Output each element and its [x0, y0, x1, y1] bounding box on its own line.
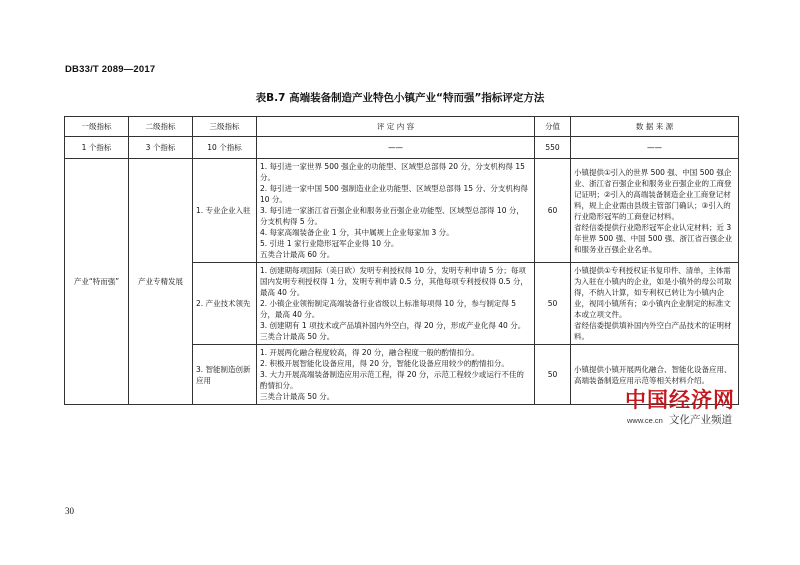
table-header-row	[65, 117, 739, 137]
content-line: 3. 每引进一家浙江省百强企业和服务业百强企业功能型、区域型总部得 10 分，分支机构得 5 分。	[260, 206, 524, 226]
score-cell: 50	[535, 263, 571, 345]
score-cell: 50	[535, 345, 571, 405]
page-number: 30	[65, 506, 74, 516]
source-cell	[571, 159, 739, 263]
level2-cell: 产业专精发展	[129, 159, 193, 405]
content-line: 1. 开展两化融合程度较高，得 20 分，融合程度一般的酌情扣分。	[260, 348, 479, 357]
column-header: 数 据 来 源	[571, 117, 739, 137]
content-line: 4. 每家高端装备企业 1 分，其中属规上企业每家加 3 分。	[260, 228, 454, 237]
content-line: 2. 每引进一家中国 500 强制造业企业功能型、区域型总部得 15 分、分支机构得 10 分。	[260, 184, 528, 204]
evaluation-table	[64, 116, 739, 405]
watermark-main: 中国经济网	[625, 387, 735, 412]
content-line: 1. 创建期每项国际（美日欧）发明专利授权得 10 分，发明专利申请 5 分；每项国内发明专利授权得 1 分，发明专利申请 0.5 分，其他每项专利授权得 0.5 分，最高 40 分。	[260, 266, 528, 297]
column-header: 评 定 内 容	[257, 117, 535, 137]
source-line: 省经信委提供行业隐形冠军企业认定材料；近 3 年世界 500 强、中国 500 强、浙江省百强企业和服务业百强企业名单。	[574, 222, 733, 254]
table-title: 表B.7 高端装备制造产业特色小镇产业“特而强”指标评定方法	[255, 92, 545, 104]
source-cell	[571, 263, 739, 345]
level3-cell: 2. 产业技术领先	[193, 263, 257, 345]
level3-cell: 1. 专业企业入驻	[193, 159, 257, 263]
content-line: 2. 小镇企业领衔制定高端装备行业省级以上标准每项得 10 分，参与制定得 5 分，最高 40 分。	[260, 299, 517, 319]
level1-cell: 产业“特而强”	[65, 159, 129, 405]
level3-cell: 3. 智能制造创新应用	[193, 345, 257, 405]
score-cell: 60	[535, 159, 571, 263]
content-line: 2. 积极开展智能化设备应用，得 20 分，智能化设备应用较少的酌情扣分。	[260, 359, 509, 368]
summary-row	[65, 137, 739, 159]
source-line: 小镇提供小镇开展两化融合、智能化设备应用、高端装备制造应用示范等相关材料介绍。	[574, 364, 732, 385]
column-header: 三级指标	[193, 117, 257, 137]
content-cell	[257, 159, 535, 263]
source-line: 省经信委提供填补国内外空白产品技术的证明材料。	[574, 321, 732, 341]
summary-content: ——	[257, 137, 535, 159]
summary-level3: 10 个指标	[193, 137, 257, 159]
content-cell	[257, 263, 535, 345]
standard-number: DB33/T 2089—2017	[65, 64, 156, 75]
source-line: 小镇提供①引入的世界 500 强、中国 500 强企业、浙江省百强企业和服务业百强企业的工商登记证明；②引入的高端装备制造企业工商登记材料，规上企业需由县级主管部门确认；③引入的行业隐形冠军的工商登记材料。	[574, 167, 732, 221]
content-line: 5. 引进 1 家行业隐形冠军企业得 10 分。	[260, 239, 399, 248]
content-line: 三类合计最高 50 分。	[260, 392, 335, 401]
watermark-url: www.ce.cn	[627, 416, 663, 425]
table-row	[65, 159, 739, 263]
column-header: 分值	[535, 117, 571, 137]
content-line: 3. 创建期有 1 项技术或产品填补国内外空白，得 20 分，形成产业化得 40 分。	[260, 321, 526, 330]
content-cell	[257, 345, 535, 405]
content-line: 3. 大力开展高端装备制造应用示范工程，得 20 分，示范工程较少或运行不佳的酌情扣分。	[260, 370, 524, 390]
source-line: 小镇提供①专利授权证书复印件、清单，主体需为入驻在小镇内的企业，如是小镇外的母公司取得，不纳入计算，如专利权已转让为小镇内企业，视同小镇所有；②小镇内企业制定的标准文本或立项文件。	[574, 266, 732, 319]
summary-level2: 3 个指标	[129, 137, 193, 159]
content-line: 1. 每引进一家世界 500 强企业的功能型、区域型总部得 20 分，分支机构得 15 分。	[260, 162, 525, 182]
watermark-sub: 文化产业频道	[669, 414, 732, 426]
content-line: 三类合计最高 50 分。	[260, 332, 335, 341]
column-header: 一级指标	[65, 117, 129, 137]
summary-score: 550	[535, 137, 571, 159]
summary-source: ——	[571, 137, 739, 159]
content-line: 五类合计最高 60 分。	[260, 250, 335, 259]
summary-level1: 1 个指标	[65, 137, 129, 159]
column-header: 二级指标	[129, 117, 193, 137]
watermark-logo	[597, 384, 737, 440]
